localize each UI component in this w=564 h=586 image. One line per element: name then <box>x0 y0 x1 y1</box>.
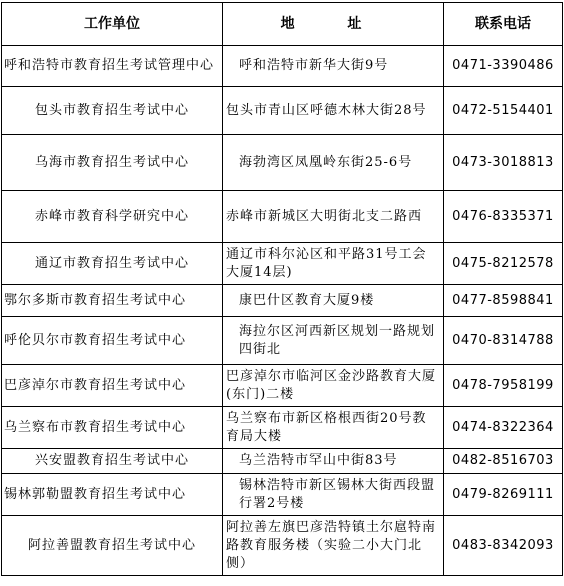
table-row <box>2 243 563 285</box>
unit-cell: 通辽市教育招生考试中心 <box>2 243 223 285</box>
unit-cell: 乌海市教育招生考试中心 <box>2 135 223 191</box>
table-row <box>2 474 563 516</box>
header-phone: 联系电话 <box>444 3 563 46</box>
table-row <box>2 87 563 135</box>
unit-cell: 巴彦淖尔市教育招生考试中心 <box>2 365 223 407</box>
unit-cell: 阿拉善盟教育招生考试中心 <box>2 516 223 576</box>
address-cell: 海勃湾区凤凰岭东街25-6号 <box>223 135 444 191</box>
phone-cell: 0483-8342093 <box>444 516 563 576</box>
address-cell: 康巴什区教育大厦9楼 <box>223 285 444 317</box>
address-cell: 阿拉善左旗巴彦浩特镇土尔扈特南路教育服务楼（实验二小大门北侧） <box>223 516 444 576</box>
table-row <box>2 449 563 474</box>
table-row <box>2 317 563 365</box>
address-cell: 包头市青山区呼德木林大街28号 <box>223 87 444 135</box>
table-row <box>2 135 563 191</box>
phone-cell: 0472-5154401 <box>444 87 563 135</box>
unit-cell: 包头市教育招生考试中心 <box>2 87 223 135</box>
address-cell: 乌兰浩特市罕山中街83号 <box>223 449 444 474</box>
unit-cell: 兴安盟教育招生考试中心 <box>2 449 223 474</box>
table-row <box>2 191 563 243</box>
address-cell: 赤峰市新城区大明街北支二路西 <box>223 191 444 243</box>
contact-table <box>1 2 563 576</box>
phone-cell: 0477-8598841 <box>444 285 563 317</box>
phone-cell: 0473-3018813 <box>444 135 563 191</box>
phone-cell: 0474-8322364 <box>444 407 563 449</box>
table-row <box>2 516 563 576</box>
table-row <box>2 407 563 449</box>
unit-cell: 鄂尔多斯市教育招生考试中心 <box>2 285 223 317</box>
phone-cell: 0479-8269111 <box>444 474 563 516</box>
address-cell: 海拉尔区河西新区规划一路规划四街北 <box>223 317 444 365</box>
address-cell: 乌兰察布市新区格根西街20号教育局大楼 <box>223 407 444 449</box>
table-header-row <box>2 3 563 46</box>
unit-cell: 呼和浩特市教育招生考试管理中心 <box>2 46 223 87</box>
phone-cell: 0471-3390486 <box>444 46 563 87</box>
phone-cell: 0478-7958199 <box>444 365 563 407</box>
table-row <box>2 46 563 87</box>
address-cell: 锡林浩特市新区锡林大街西段盟行署2号楼 <box>223 474 444 516</box>
phone-cell: 0470-8314788 <box>444 317 563 365</box>
header-address: 地 址 <box>223 3 444 46</box>
unit-cell: 赤峰市教育科学研究中心 <box>2 191 223 243</box>
phone-cell: 0475-8212578 <box>444 243 563 285</box>
phone-cell: 0476-8335371 <box>444 191 563 243</box>
address-cell: 巴彦淖尔市临河区金沙路教育大厦(东门)二楼 <box>223 365 444 407</box>
header-unit: 工作单位 <box>2 3 223 46</box>
unit-cell: 呼伦贝尔市教育招生考试中心 <box>2 317 223 365</box>
unit-cell: 锡林郭勒盟教育招生考试中心 <box>2 474 223 516</box>
address-cell: 呼和浩特市新华大街9号 <box>223 46 444 87</box>
phone-cell: 0482-8516703 <box>444 449 563 474</box>
unit-cell: 乌兰察布市教育招生考试中心 <box>2 407 223 449</box>
table-row <box>2 285 563 317</box>
table-row <box>2 365 563 407</box>
address-cell: 通辽市科尔沁区和平路31号工会大厦14层) <box>223 243 444 285</box>
